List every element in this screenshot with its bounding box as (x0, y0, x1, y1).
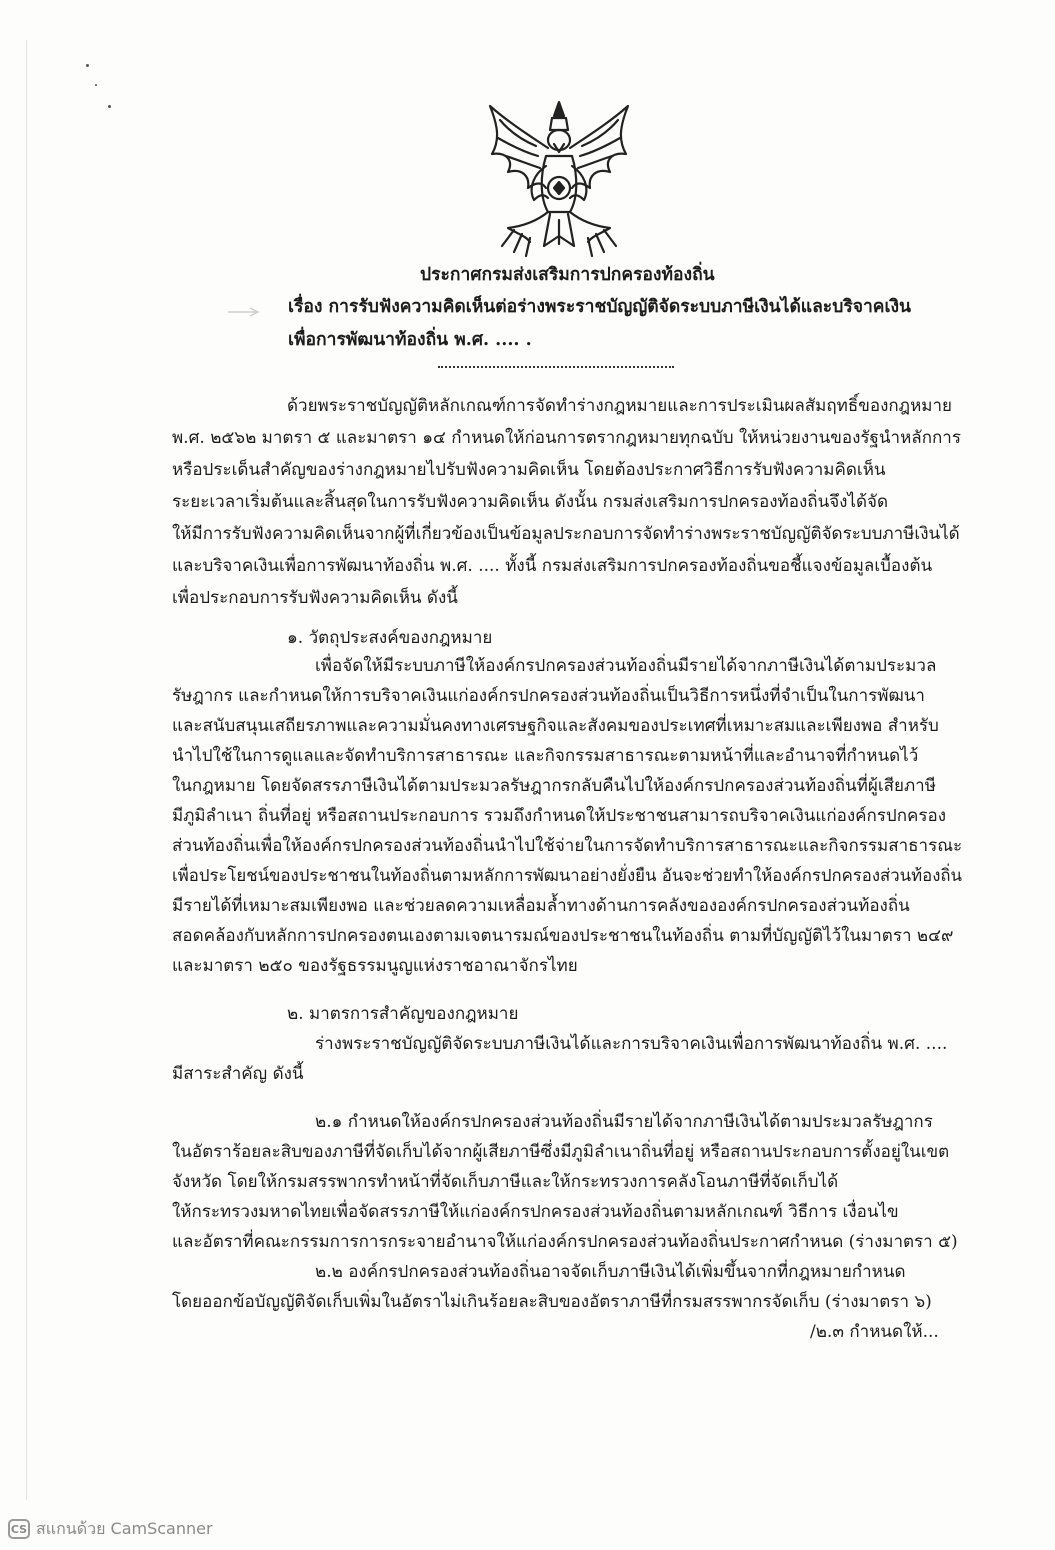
section-2-title: ๒. มาตรการสำคัญของกฎหมาย (287, 1004, 519, 1024)
section-1-line: เพื่อจัดให้มีระบบภาษีให้องค์กรปกครองส่วนท้องถิ่นมีรายได้จากภาษีเงินได้ตามประมวล (315, 656, 937, 676)
intro-line: ด้วยพระราชบัญญัติหลักเกณฑ์การจัดทำร่างกฎหมายและการประเมินผลสัมฤทธิ์ของกฎหมาย (287, 396, 953, 416)
item-2-2-line: โดยออกข้อบัญญัติจัดเก็บเพิ่มในอัตราไม่เกินร้อยละสิบของอัตราภาษีที่กรมสรรพากรจัดเก็บ (ร่างมาตรา ๖) (172, 1292, 932, 1312)
announcement-heading: ประกาศกรมส่งเสริมการปกครองท้องถิ่น (420, 265, 715, 285)
section-2-line: มีสาระสำคัญ ดังนี้ (172, 1064, 304, 1084)
item-2-1-line: และอัตราที่คณะกรรมการการกระจายอำนาจให้แก่องค์กรปกครองส่วนท้องถิ่นประกาศกำหนด (ร่างมาตรา ๕) (172, 1232, 958, 1252)
section-2-line: ร่างพระราชบัญญัติจัดระบบภาษีเงินได้และการบริจาคเงินเพื่อการพัฒนาท้องถิ่น พ.ศ. .... (315, 1034, 948, 1054)
scan-speck (86, 64, 89, 67)
section-1-line: สอดคล้องกับหลักการปกครองตนเองตามเจตนารมณ์ของประชาชนในท้องถิ่น ตามที่บัญญัติไว้ในมาตรา ๒๔๙ (172, 926, 954, 946)
item-2-1-line: จังหวัด โดยให้กรมสรรพากรทำหน้าที่จัดเก็บภาษีและให้กระทรวงการคลังโอนภาษีที่จัดเก็บได้ (172, 1172, 839, 1192)
section-1-line: และสนับสนุนเสถียรภาพและความมั่นคงทางเศรษฐกิจและสังคมของประเทศที่เหมาะสมและเพียงพอ สำหรับ (172, 716, 939, 736)
section-1-line: มีรายได้ที่เหมาะสมเพียงพอ และช่วยลดความเหลื่อมล้ำทางด้านการคลังขององค์กรปกครองส่วนท้องถิ่น (172, 896, 910, 916)
section-1-line: เพื่อประโยชน์ของประชาชนในท้องถิ่นตามหลักการพัฒนาอย่างยั่งยืน อันจะช่วยทำให้องค์กรปกครองส่วนท้องถิ่น (172, 866, 962, 886)
item-2-2-line: ๒.๒ องค์กรปกครองส่วนท้องถิ่นอาจจัดเก็บภาษีเงินได้เพิ่มขึ้นจากที่กฎหมายกำหนด (315, 1262, 906, 1282)
camscanner-watermark (8, 1517, 213, 1541)
intro-line: ระยะเวลาเริ่มต้นและสิ้นสุดในการรับฟังความคิดเห็น ดังนั้น กรมส่งเสริมการปกครองท้องถิ่นจึงได้จัด (172, 492, 889, 512)
subject-line-1: เรื่อง การรับฟังความคิดเห็นต่อร่างพระราชบัญญัติจัดระบบภาษีเงินได้และบริจาคเงิน (288, 297, 911, 317)
section-1-line: ส่วนท้องถิ่นเพื่อให้องค์กรปกครองส่วนท้องถิ่นนำไปใช้จ่ายในการจัดทำบริการสาธารณะและกิจกรรมสาธารณะ (172, 836, 963, 856)
intro-line: ให้มีการรับฟังความคิดเห็นจากผู้ที่เกี่ยวข้องเป็นข้อมูลประกอบการจัดทำร่างพระราชบัญญัติจัดระบบภาษีเงินได้ (172, 524, 960, 544)
scan-speck (108, 105, 111, 108)
section-1-line: มีภูมิลำเนา ถิ่นที่อยู่ หรือสถานประกอบการ รวมถึงกำหนดให้ประชาชนสามารถบริจาคเงินแก่องค์กรปกครอง (172, 806, 947, 826)
continuation-note: /๒.๓ กำหนดให้... (810, 1322, 939, 1342)
page-edge-line (26, 40, 27, 1500)
garuda-emblem-icon (478, 96, 640, 264)
intro-line: หรือประเด็นสำคัญของร่างกฎหมายไปรับฟังความคิดเห็น โดยต้องประกาศวิธีการรับฟังความคิดเห็น (172, 460, 886, 480)
item-2-1-line: ในอัตราร้อยละสิบของภาษีที่จัดเก็บได้จากผู้เสียภาษีซึ่งมีภูมิลำเนาถิ่นที่อยู่ หรือสถานประกอบการตั้งอยู่ในเขต (172, 1142, 950, 1162)
watermark-text: สแกนด้วย CamScanner (36, 1518, 213, 1538)
section-1-line: ในกฎหมาย โดยจัดสรรภาษีเงินได้ตามประมวลรัษฎากรกลับคืนไปให้องค์กรปกครองส่วนท้องถิ่นที่ผู้เสียภาษี (172, 776, 936, 796)
camscanner-logo-icon: CS (8, 1519, 30, 1539)
section-1-line: รัษฎากร และกำหนดให้การบริจาคเงินแก่องค์กรปกครองส่วนท้องถิ่นเป็นวิธีการหนึ่งที่จำเป็นในการพัฒนา (172, 686, 925, 706)
intro-line: เพื่อประกอบการรับฟังความคิดเห็น ดังนี้ (172, 588, 458, 608)
intro-line: พ.ศ. ๒๕๖๒ มาตรา ๕ และมาตรา ๑๔ กำหนดให้ก่อนการตรากฎหมายทุกฉบับ ให้หน่วยงานของรัฐนำหลักการ (172, 428, 961, 448)
section-1-title: ๑. วัตถุประสงค์ของกฎหมาย (287, 628, 493, 648)
subject-line-2: เพื่อการพัฒนาท้องถิ่น พ.ศ. .... . (288, 330, 532, 350)
scan-speck (95, 84, 97, 86)
item-2-1-line: ให้กระทรวงมหาดไทยเพื่อจัดสรรภาษีให้แก่องค์กรปกครองส่วนท้องถิ่นตามหลักเกณฑ์ วิธีการ เงื่อนไข (172, 1202, 899, 1222)
intro-line: และบริจาคเงินเพื่อการพัฒนาท้องถิ่น พ.ศ. .... ทั้งนี้ กรมส่งเสริมการปกครองท้องถิ่นขอชี้แจงข้อมูลเบื้องต้น (172, 556, 933, 576)
item-2-1-line: ๒.๑ กำหนดให้องค์กรปกครองส่วนท้องถิ่นมีรายได้จากภาษีเงินได้ตามประมวลรัษฎากร (315, 1112, 933, 1132)
section-1-line: นำไปใช้ในการดูแลและจัดทำบริการสาธารณะ และกิจกรรมสาธารณะตามหน้าที่และอำนาจที่กำหนดไว้ (172, 746, 919, 766)
margin-mark-icon (226, 305, 266, 319)
dotted-separator (438, 366, 674, 368)
section-1-line: และมาตรา ๒๕๐ ของรัฐธรรมนูญแห่งราชอาณาจักรไทย (172, 956, 578, 976)
